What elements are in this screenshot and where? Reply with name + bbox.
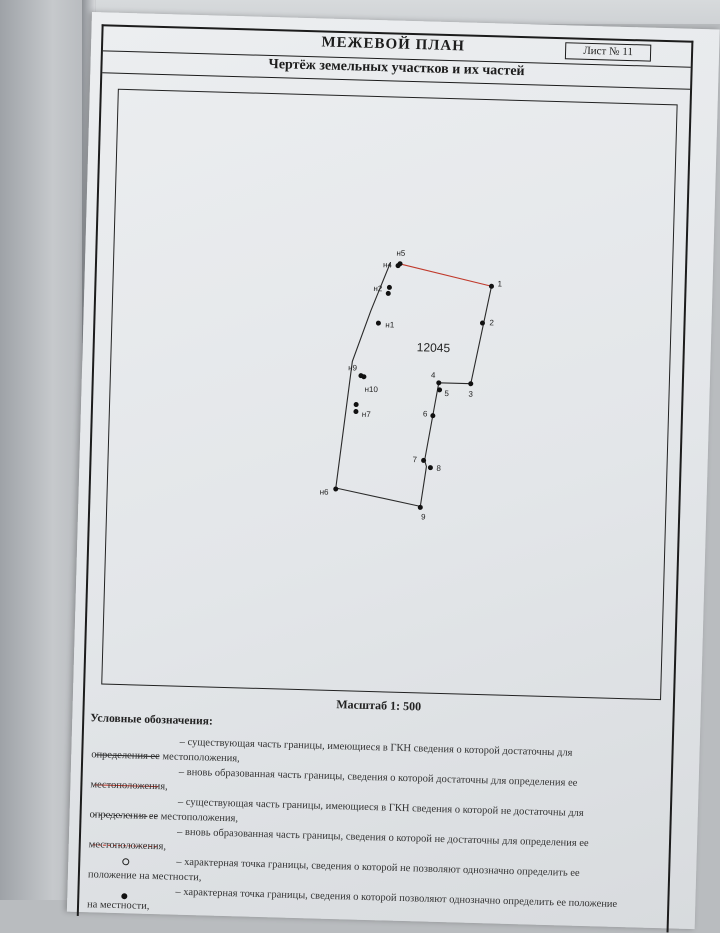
point-7-label: 7 [412,455,418,465]
point-n4-label: н4 [382,260,393,270]
point-n7b [353,409,358,414]
point-1 [489,284,494,289]
sheet-frame [77,24,694,932]
point-1-label: 1 [497,279,503,289]
characteristic-points [319,247,504,524]
point-6 [430,413,435,418]
boundary-black [335,262,495,508]
point-2-label: 2 [489,318,495,328]
point-n6 [333,486,338,491]
point-n2-label: н2 [373,283,383,294]
point-n10-label: н10 [364,384,379,395]
legend-text: – существующая часть границы, имеющиеся в ГКН сведения о которой достаточны для определения ее местоположения, [91,736,573,765]
point-n9-label: н9 [348,363,358,373]
point-3 [468,381,473,386]
point-n5-label: н5 [396,248,406,258]
legend-item-existing-sufficient [84,732,672,765]
scale-label: Масштаб 1: 500 [336,697,422,714]
point-3-label: 3 [468,389,474,399]
point-n1 [376,321,381,326]
legend-title: Условные обозначения: [90,712,213,728]
plan-drawing [101,89,677,700]
legend-text: – характерная точка границы, сведения о которой позволяют однозначно определить ее положение на местности, [86,886,618,912]
point-n2b [386,291,391,296]
legend-text: – характерная точка границы, сведения о которой не позволяют однозначно определить ее положение на местности, [87,856,580,884]
legend-text: – существующая часть границы, имеющиеся в ГКН сведения о которой не достаточны для определения ее местоположения, [89,796,584,825]
legend-hollow-point-icon [122,858,129,865]
boundary-red [335,262,495,508]
survey-plan-sheet [67,12,720,929]
boundary-top [399,264,493,287]
point-5-label: 5 [444,388,450,399]
legend-text: – вновь образованная часть границы, сведения о которой не достаточны для определения ее местоположения, [88,826,589,853]
point-4 [436,380,441,385]
point-6-label: 6 [422,409,428,419]
point-9-label: 9 [420,512,426,522]
point-n1-label: н1 [385,320,395,330]
parcel-number: 12045 [416,340,451,356]
sheet-number: Лист № 11 [565,42,651,61]
point-n2 [387,285,392,290]
point-4-label: 4 [430,370,436,380]
point-n6-label: н6 [319,487,329,497]
document-title: МЕЖЕВОЙ ПЛАН [321,34,466,55]
point-8 [428,465,433,470]
point-8-label: 8 [436,463,441,473]
legend-text: – вновь образованная часть границы, сведения о которой достаточны для определения ее местоположения, [90,766,578,793]
point-n7 [354,402,359,407]
point-n7-label: н7 [361,409,371,419]
plan-svg [102,90,676,699]
drawing-subtitle: Чертёж земельных участков и их частей [268,56,525,80]
